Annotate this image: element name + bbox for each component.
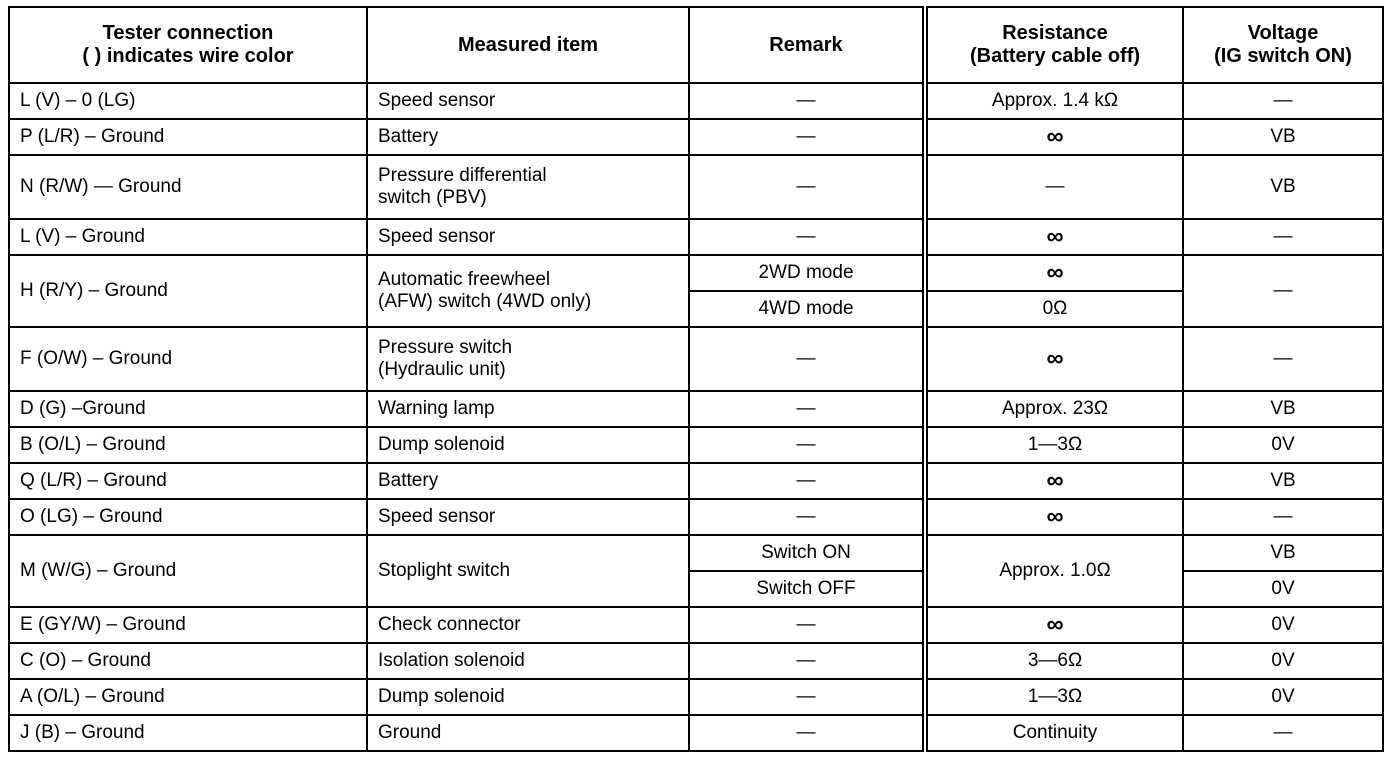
voltage-cell: — (1183, 327, 1383, 391)
remark-cell: 2WD mode (689, 255, 925, 291)
remark-cell: — (689, 391, 925, 427)
remark-cell: — (689, 427, 925, 463)
measured-item-cell: Dump solenoid (367, 679, 689, 715)
measured-item-line1: Automatic freewheel (378, 269, 551, 290)
resistance-cell: ∞ (925, 463, 1183, 499)
table-row (9, 643, 1383, 679)
voltage-cell: 0V (1183, 643, 1383, 679)
tester-connection-cell: J (B) – Ground (9, 715, 367, 751)
tester-connection-cell: P (L/R) – Ground (9, 119, 367, 155)
measured-item-cell: Speed sensor (367, 499, 689, 535)
table-row (9, 219, 1383, 255)
table-row (9, 83, 1383, 119)
resistance-cell: ∞ (925, 327, 1183, 391)
tester-connection-cell: E (GY/W) – Ground (9, 607, 367, 643)
tester-connection-cell: O (LG) – Ground (9, 499, 367, 535)
measured-item-cell: Battery (367, 463, 689, 499)
measured-item-cell (367, 155, 689, 219)
tester-connection-cell: H (R/Y) – Ground (9, 255, 367, 327)
resistance-cell: ∞ (925, 255, 1183, 291)
header-voltage (1183, 7, 1383, 83)
tester-connection-cell: L (V) – 0 (LG) (9, 83, 367, 119)
table-row (9, 463, 1383, 499)
inspection-table-container (8, 6, 1384, 752)
remark-cell: — (689, 499, 925, 535)
measured-item-line2: switch (PBV) (378, 187, 487, 208)
voltage-cell: — (1183, 255, 1383, 327)
resistance-cell: 3—6Ω (925, 643, 1183, 679)
measured-item-line2: (Hydraulic unit) (378, 359, 506, 380)
resistance-cell: ∞ (925, 499, 1183, 535)
voltage-cell: — (1183, 499, 1383, 535)
voltage-cell: 0V (1183, 607, 1383, 643)
resistance-cell: Approx. 23Ω (925, 391, 1183, 427)
resistance-cell: 0Ω (925, 291, 1183, 327)
remark-cell: — (689, 643, 925, 679)
voltage-cell: VB (1183, 535, 1383, 571)
table-row (9, 499, 1383, 535)
tester-connection-cell: B (O/L) – Ground (9, 427, 367, 463)
voltage-cell: — (1183, 83, 1383, 119)
remark-cell: 4WD mode (689, 291, 925, 327)
measured-item-line1: Pressure switch (378, 337, 513, 358)
resistance-cell: Continuity (925, 715, 1183, 751)
voltage-cell: VB (1183, 155, 1383, 219)
voltage-cell: VB (1183, 119, 1383, 155)
measured-item-cell: Dump solenoid (367, 427, 689, 463)
remark-cell: — (689, 219, 925, 255)
measured-item-cell: Warning lamp (367, 391, 689, 427)
remark-cell: — (689, 155, 925, 219)
table-row (9, 155, 1383, 219)
voltage-cell: 0V (1183, 427, 1383, 463)
resistance-cell: Approx. 1.4 kΩ (925, 83, 1183, 119)
measured-item-cell (367, 327, 689, 391)
measured-item-cell: Stoplight switch (367, 535, 689, 607)
header-tester-connection (9, 7, 367, 83)
resistance-cell: ∞ (925, 607, 1183, 643)
voltage-cell: 0V (1183, 571, 1383, 607)
header-tester-line2: ( ) indicates wire color (82, 45, 294, 67)
remark-cell: Switch OFF (689, 571, 925, 607)
resistance-cell: — (925, 155, 1183, 219)
measured-item-line1: Pressure differential (378, 165, 547, 186)
header-tester-line1: Tester connection (102, 22, 274, 44)
remark-cell: — (689, 607, 925, 643)
resistance-cell: ∞ (925, 119, 1183, 155)
resistance-cell: ∞ (925, 219, 1183, 255)
remark-cell: — (689, 327, 925, 391)
remark-cell: — (689, 119, 925, 155)
header-resistance (925, 7, 1183, 83)
measured-item-line2: (AFW) switch (4WD only) (378, 291, 592, 312)
header-voltage-line2: (IG switch ON) (1214, 45, 1352, 67)
table-row (9, 327, 1383, 391)
tester-connection-cell: D (G) –Ground (9, 391, 367, 427)
resistance-cell: 1—3Ω (925, 679, 1183, 715)
remark-cell: — (689, 83, 925, 119)
resistance-cell: 1—3Ω (925, 427, 1183, 463)
tester-connection-cell: L (V) – Ground (9, 219, 367, 255)
voltage-cell: — (1183, 219, 1383, 255)
measured-item-cell: Isolation solenoid (367, 643, 689, 679)
tester-connection-cell: F (O/W) – Ground (9, 327, 367, 391)
remark-cell: — (689, 715, 925, 751)
measured-item-cell: Ground (367, 715, 689, 751)
tester-connection-cell: C (O) – Ground (9, 643, 367, 679)
table-row (9, 607, 1383, 643)
remark-cell: — (689, 463, 925, 499)
resistance-cell: Approx. 1.0Ω (925, 535, 1183, 607)
header-remark: Remark (689, 7, 925, 83)
voltage-cell: VB (1183, 391, 1383, 427)
table-row (9, 715, 1383, 751)
table-row (9, 427, 1383, 463)
table-row (9, 255, 1383, 291)
table-row (9, 679, 1383, 715)
table-row (9, 391, 1383, 427)
header-resistance-line2: (Battery cable off) (969, 45, 1141, 67)
measured-item-cell: Battery (367, 119, 689, 155)
tester-connection-cell: N (R/W) — Ground (9, 155, 367, 219)
voltage-cell: — (1183, 715, 1383, 751)
header-resistance-line1: Resistance (1002, 22, 1108, 44)
measured-item-cell (367, 255, 689, 327)
tester-connection-cell: M (W/G) – Ground (9, 535, 367, 607)
header-measured-item: Measured item (367, 7, 689, 83)
header-row (9, 7, 1383, 83)
tester-connection-cell: A (O/L) – Ground (9, 679, 367, 715)
tester-connection-cell: Q (L/R) – Ground (9, 463, 367, 499)
inspection-table (8, 6, 1384, 752)
remark-cell: — (689, 679, 925, 715)
table-row (9, 535, 1383, 571)
measured-item-cell: Check connector (367, 607, 689, 643)
header-voltage-line1: Voltage (1247, 22, 1319, 44)
measured-item-cell: Speed sensor (367, 219, 689, 255)
remark-cell: Switch ON (689, 535, 925, 571)
table-row (9, 119, 1383, 155)
voltage-cell: 0V (1183, 679, 1383, 715)
voltage-cell: VB (1183, 463, 1383, 499)
measured-item-cell: Speed sensor (367, 83, 689, 119)
